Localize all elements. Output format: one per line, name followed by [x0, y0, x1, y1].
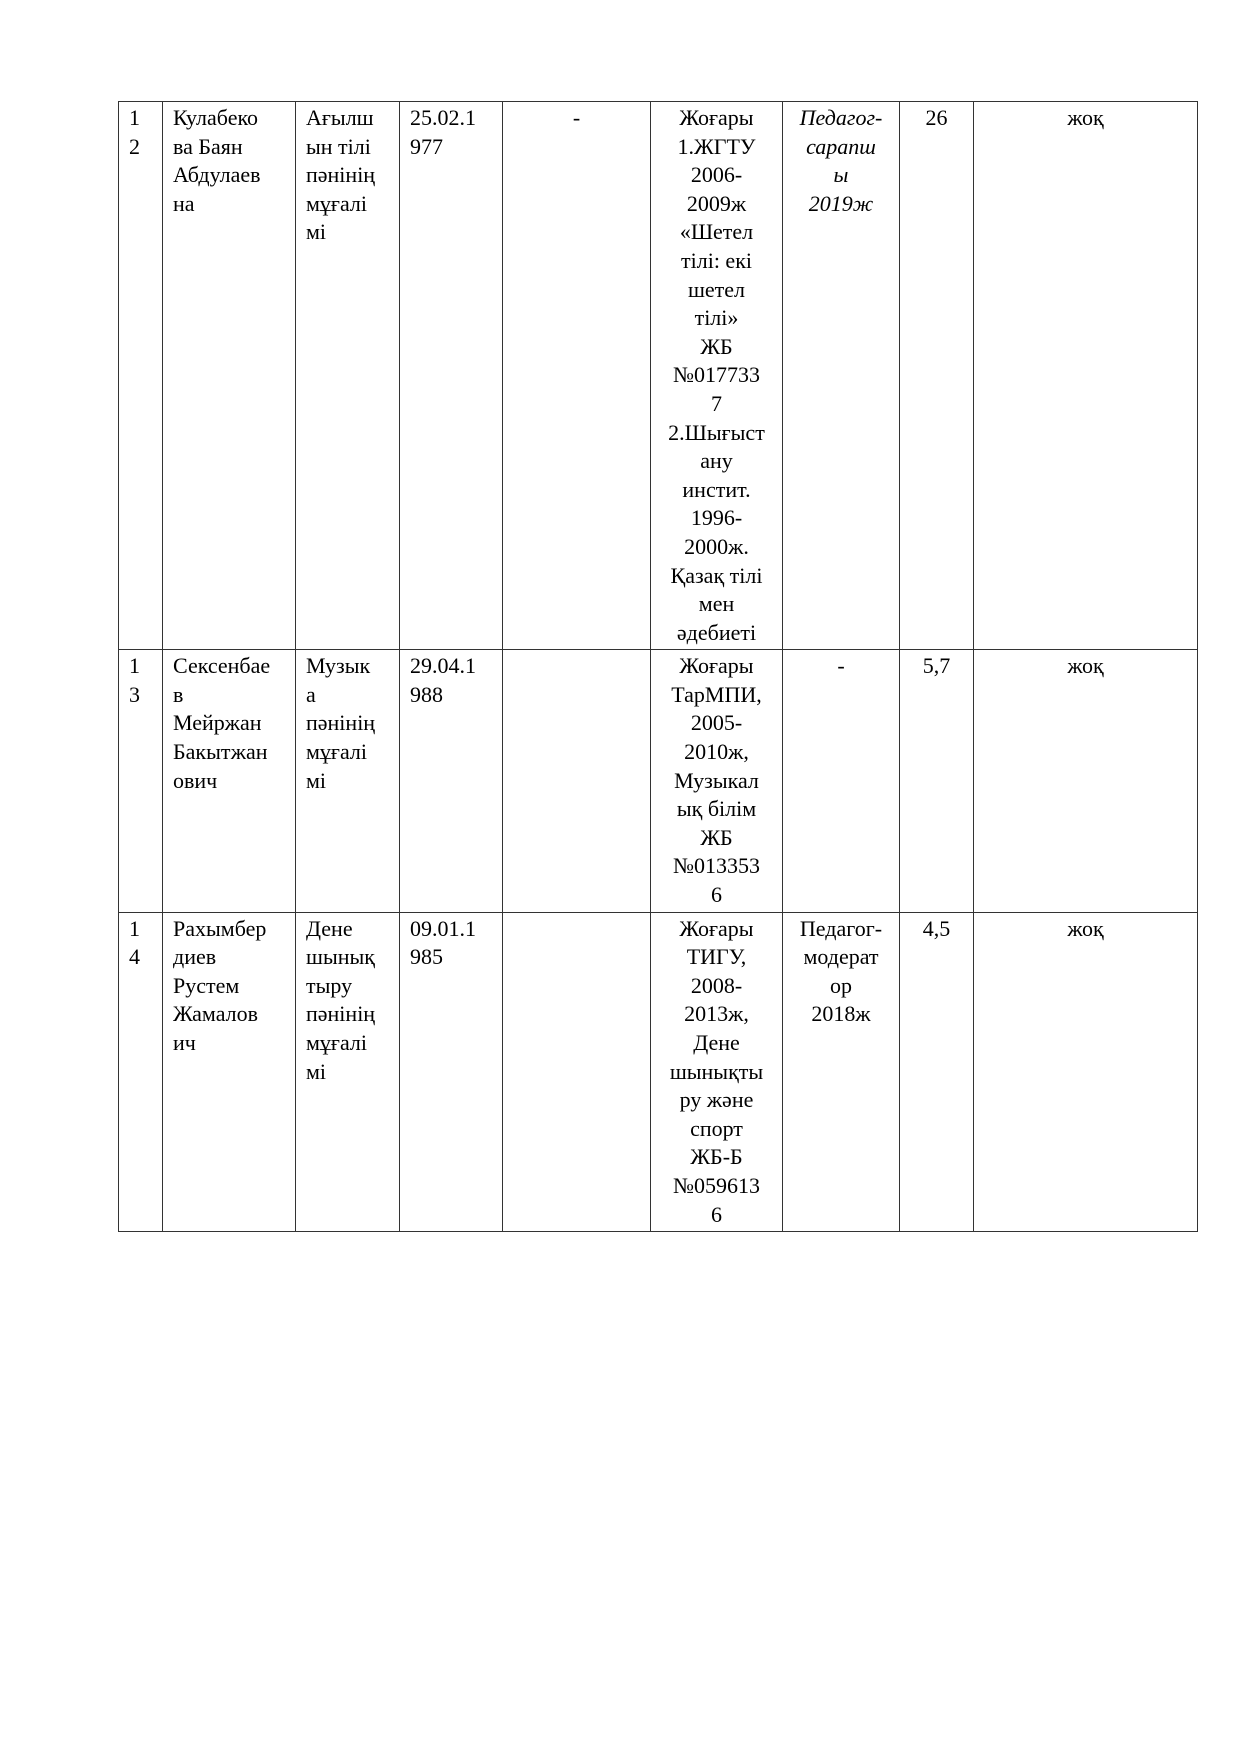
education: Жоғары 1.ЖГТУ 2006- 2009ж «Шетел тілі: екі шетел тілі» ЖБ №017733 7 2.Шығыст ану инстит. 1996- 2000ж. Қазақ тілі мен әдебиеті: [651, 102, 783, 650]
staff-table: [118, 101, 1198, 1232]
teacher-name: Рахымбер диев Рустем Жамалов ич: [163, 912, 296, 1232]
extra-column: -: [503, 102, 651, 650]
qualification-category: -: [783, 650, 900, 912]
qualification-category: Педагог- сарапш ы 2019ж: [783, 102, 900, 650]
experience-years: 26: [900, 102, 974, 650]
subject-position: Музык а пәнінің мұғалі мі: [296, 650, 400, 912]
table-row: [119, 912, 1198, 1232]
experience-years: 4,5: [900, 912, 974, 1232]
awards: жоқ: [974, 912, 1198, 1232]
teacher-name: Сексенбае в Мейржан Бакытжан ович: [163, 650, 296, 912]
table-row: [119, 650, 1198, 912]
birth-date: 29.04.1 988: [400, 650, 503, 912]
education: Жоғары ТИГУ, 2008- 2013ж, Дене шынықты ру және спорт ЖБ-Б №059613 6: [651, 912, 783, 1232]
table-row: [119, 102, 1198, 650]
teacher-name: Кулабеко ва Баян Абдулаев на: [163, 102, 296, 650]
qualification-category: Педагог- модерат ор 2018ж: [783, 912, 900, 1232]
awards: жоқ: [974, 650, 1198, 912]
subject-position: Ағылш ын тілі пәнінің мұғалі мі: [296, 102, 400, 650]
extra-column: [503, 650, 651, 912]
experience-years: 5,7: [900, 650, 974, 912]
row-number: 1 3: [119, 650, 163, 912]
row-number: 1 2: [119, 102, 163, 650]
row-number: 1 4: [119, 912, 163, 1232]
subject-position: Дене шынық тыру пәнінің мұғалі мі: [296, 912, 400, 1232]
birth-date: 09.01.1 985: [400, 912, 503, 1232]
awards: жоқ: [974, 102, 1198, 650]
birth-date: 25.02.1 977: [400, 102, 503, 650]
extra-column: [503, 912, 651, 1232]
education: Жоғары ТарМПИ, 2005- 2010ж, Музыкал ық білім ЖБ №013353 6: [651, 650, 783, 912]
